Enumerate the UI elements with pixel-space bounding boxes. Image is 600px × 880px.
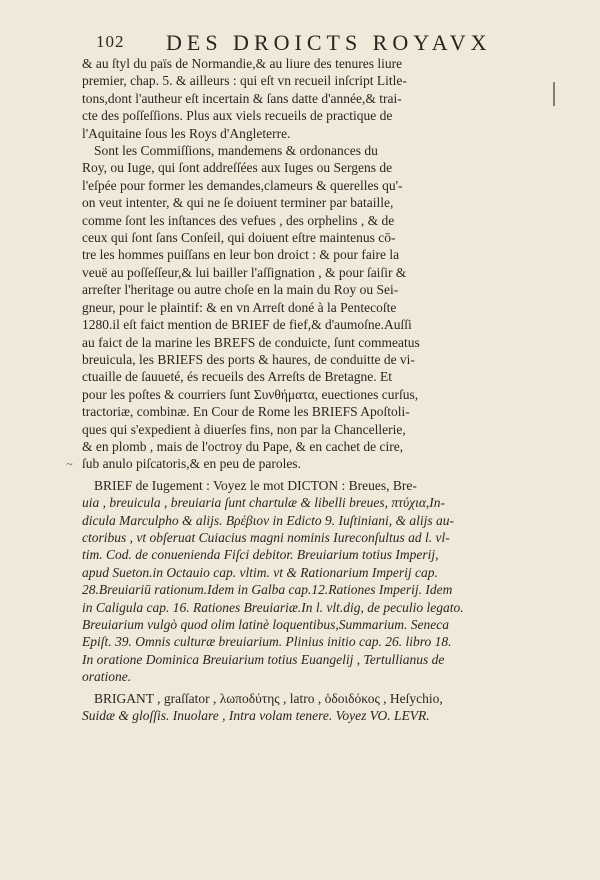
paragraph-p4 bbox=[82, 690, 502, 725]
text-line: ctuaille de ſauueté, és recueils des Arreſts de Bretagne. Et bbox=[82, 369, 392, 385]
text-line: Roy, ou Iuge, qui ſont addreſſées aux Iuges ou Sergens de bbox=[82, 160, 393, 176]
page-header bbox=[96, 30, 520, 56]
paragraph-p2 bbox=[82, 142, 502, 473]
text-line: BRIEF de Iugement : Voyez le mot DICTON : Breues, Bre- bbox=[94, 477, 417, 493]
text-line: breuicula, les BRIEFS des ports & haures, de conduitte de vi- bbox=[82, 351, 415, 367]
text-line: on veut intenter, & qui ne ſe doiuent terminer par bataille, bbox=[82, 195, 394, 211]
margin-note: ~ bbox=[66, 457, 73, 471]
text-line: pour les poſtes & courriers ſunt Συνθήματα, euectiones curſus, bbox=[82, 386, 419, 402]
text-line: Breuiarium vulgò quod olim latinè loquentibus,Summarium. Seneca bbox=[82, 617, 449, 632]
text-line: tre les hommes puiſſans en leur bon droict : & pour faire la bbox=[82, 247, 400, 263]
margin-rule bbox=[553, 82, 555, 106]
text-line: Sont les Commiſſions, mandemens & ordonances du bbox=[94, 143, 378, 159]
text-line: comme ſont les inſtances des vefues , des orphelins , & de bbox=[82, 212, 395, 228]
text-line: 1280.il eſt faict mention de BRIEF de fief,& d'aumoſne.Auſſi bbox=[82, 317, 412, 333]
text-line: Epiſt. 39. Omnis culturæ breuiarium. Plinius initio cap. 26. libro 18. bbox=[82, 634, 452, 650]
body-text bbox=[82, 55, 502, 724]
page-number: 102 bbox=[96, 32, 125, 51]
text-line: veuë au poſſeſſeur,& lui bailler l'aſſignation , & pour ſaiſir & bbox=[82, 264, 407, 280]
text-line: ſub anulo piſcatoris,& en peu de paroles. bbox=[82, 456, 301, 472]
text-line: tractoriæ, combinæ. En Cour de Rome les BRIEFS Apoſtoli- bbox=[82, 404, 410, 420]
text-line: & au ſtyl du païs de Normandie,& au liure des tenures liure bbox=[82, 56, 403, 71]
paragraph-p1 bbox=[82, 55, 502, 142]
text-line: Suidæ & gloſſis. Inuolare , Intra volam tenere. Voyez VO. LEVR. bbox=[82, 708, 430, 724]
text-line: dicula Marculpho & alijs. Βρέβιον in Edicto 9. Iuſtiniani, & alijs au- bbox=[82, 512, 454, 528]
text-line: ctoribus , vt obſeruat Cuiacius magni nominis Iureconſultus ad l. vl- bbox=[82, 529, 450, 545]
text-line: cte des poſſeſſions. Plus aux viels recueils de practique de bbox=[82, 108, 393, 124]
text-line: In oratione Dominica Breuiarium totius Euangelij , Tertullianus de bbox=[82, 651, 445, 667]
text-line: l'eſpée pour former les demandes,clameurs & querelles qu'- bbox=[82, 177, 403, 193]
text-line: arreſter l'heritage ou autre choſe en la main du Roy ou Sei- bbox=[82, 282, 399, 298]
text-line: tons,dont l'autheur eſt incertain & ſans datte d'année,& trai- bbox=[82, 90, 402, 106]
text-line: ceux qui ſont ſans Conſeil, qui doiuent eſtre maintenus cō- bbox=[82, 230, 396, 246]
text-line: oratione. bbox=[82, 669, 132, 685]
text-line: BRIGANT , graſſator , λωποδύτης , latro , ὁδοιδόκος , Heſychio, bbox=[94, 690, 443, 706]
text-line: ques qui s'expedient à diuerſes fins, non par la Chancellerie, bbox=[82, 421, 406, 437]
text-line: 28.Breuiariū rationum.Idem in Galba cap.12.Rationes Imperij. Idem bbox=[82, 582, 453, 598]
text-line: in Caligula cap. 16. Rationes Breuiariæ.In l. vlt.dig, de peculio legato. bbox=[82, 599, 464, 615]
text-line: uia , breuicula , breuiaria ſunt chartulæ & libelli breues, πτύχια,In- bbox=[82, 495, 446, 511]
paragraph-p3 bbox=[82, 477, 502, 686]
text-line: au faict de la marine les BREFS de conduicte, ſunt commeatus bbox=[82, 334, 420, 350]
text-line: gneur, pour le plaintif: & en vn Arreſt doné à la Pentecoſte bbox=[82, 299, 397, 315]
text-line: & en plomb , mais de l'octroy du Pape, & en cachet de cire, bbox=[82, 438, 404, 454]
text-line: tim. Cod. de conuenienda Fiſci debitor. Breuiarium totius Imperij, bbox=[82, 547, 439, 563]
text-line: apud Sueton.in Octauio cap. vltim. vt & Rationarium Imperij cap. bbox=[82, 564, 438, 580]
text-line: premier, chap. 5. & ailleurs : qui eſt vn recueil inſcript Litle- bbox=[82, 73, 407, 89]
text-line: l'Aquitaine ſous les Roys d'Angleterre. bbox=[82, 125, 291, 141]
running-head: DES DROICTS ROYAVX bbox=[166, 30, 492, 55]
